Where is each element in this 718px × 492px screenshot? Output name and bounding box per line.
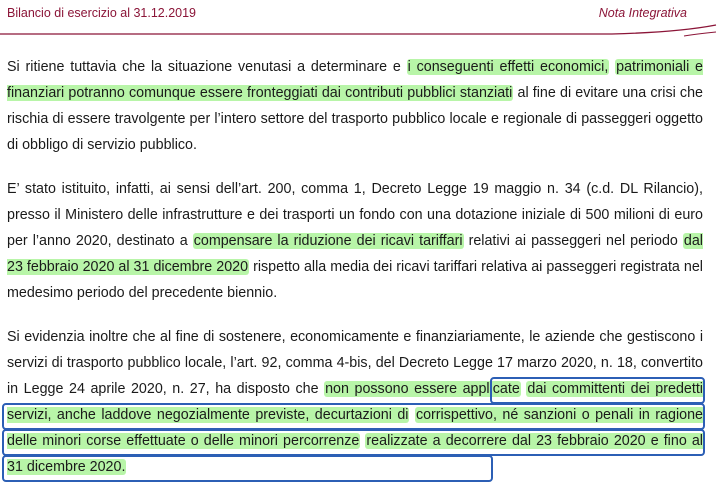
paragraph-2-text [7, 176, 703, 306]
p1-highlight-1: i conseguenti effetti economici, [407, 59, 609, 75]
p2-text-1: E’ stato istituito, infatti, ai sensi dell’art. 200, comma 1, Decreto Legge 19 maggio n. 34 (c.d. DL [7, 181, 638, 197]
p1-text-3: di evitare una crisi che rischia di essere travolgente per l’intero settore del trasporto pubblico locale e [7, 85, 703, 127]
p2-highlight-2: dal 23 febbraio 2020 al 31 dicembre 2020 [7, 233, 703, 275]
p2-highlight-1: compensare la riduzione dei ricavi tariffari [193, 233, 463, 249]
p3-highlight-2: dai committenti dei predetti servizi, anche laddove negozialmente previste, decurtazioni di [7, 381, 703, 423]
p1-text-2: al fine [517, 85, 556, 101]
p2-text-7: relativa ai passeggeri registrata nel medesimo periodo del precedente biennio. [7, 259, 703, 301]
header-document-title: Bilancio di esercizio al 31.12.2019 [7, 6, 197, 20]
paragraph-3 [7, 324, 703, 480]
paragraph-3-text [7, 324, 703, 480]
p1-text-4: regionale di passeggeri oggetto di obbligo di servizio pubblico. [7, 111, 703, 153]
p1-highlight-2: patrimoniali e finanziari potranno comunque essere fronteggiati dai contributi pubblici stanziati [7, 59, 703, 101]
p3-text-3: 2020, n. 18, convertito in Legge 24 aprile 2020, n. 27, ha disposto che [7, 355, 703, 397]
header-section-title: Nota Integrativa [598, 6, 687, 20]
paragraph-2 [7, 176, 703, 306]
p2-text-3: 500 milioni di euro per l’anno 2020, destinato a [7, 207, 703, 249]
p3-text-1: Si evidenzia inoltre che al fine di sostenere, economicamente e finanziariamente, le aziende che [7, 329, 623, 345]
p3-highlight-1: non possono essere applicate [325, 381, 520, 397]
paragraph-1-text [7, 54, 703, 158]
p2-text-6: rispetto alla media dei ricavi tariffari [253, 259, 478, 275]
p3-text-2: gestiscono i servizi di trasporto pubblico locale, l’art. 92, comma 4-bis, del Decreto Legge 17 marzo [7, 329, 703, 371]
p2-text-4: relativi ai [468, 233, 527, 249]
p2-text-2: Rilancio), presso il Ministero delle infrastrutture e dei trasporti un fondo con una dotazione iniziale di [7, 181, 703, 223]
header-rule [0, 24, 718, 44]
p2-text-5: passeggeri nel periodo [531, 233, 678, 249]
p3-highlight-3: corrispettivo, né sanzioni o penali in ragione delle minori corse effettuate o delle minori percorrenze [7, 407, 703, 449]
paragraph-1 [7, 54, 703, 158]
p1-text-1: Si ritiene tuttavia che la situazione venutasi a determinare e [7, 59, 401, 75]
p3-highlight-4: realizzate a decorrere dal 23 febbraio 2020 e fino al 31 dicembre 2020. [7, 433, 703, 475]
